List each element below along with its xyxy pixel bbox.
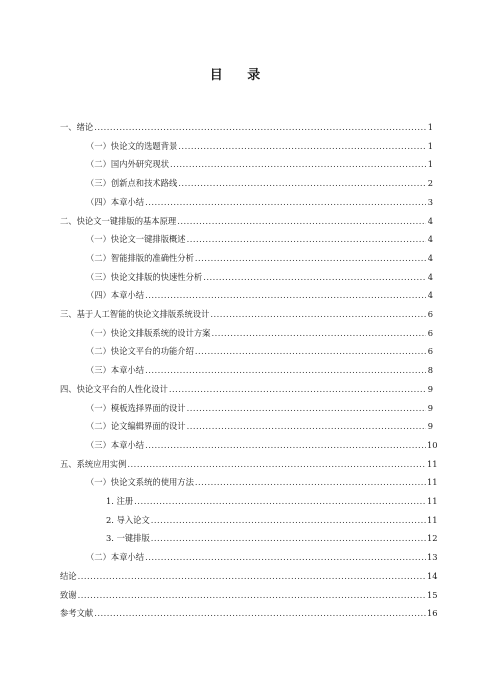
toc-page-number: 6 [427,346,433,357]
toc-page-number: 3 [427,196,433,207]
toc-entry[interactable] [0,363,480,377]
toc-dot-leader [195,251,426,265]
toc-entry-number: 2. [106,514,117,525]
toc-entry-label: 快论文平台的功能介绍 [110,346,194,357]
toc-entry[interactable] [0,513,480,527]
toc-entry-label: 快论文一键排版的基本原理 [76,215,177,226]
toc-entry-number: 五、 [60,458,77,469]
toc-entry-label: 快论文的选题背景 [110,140,178,151]
toc-page-number: 4 [427,252,433,263]
toc-page-number: 4 [427,271,433,282]
toc-dot-leader [177,214,426,228]
toc-entry-number: （二） [86,252,111,263]
toc-entry-number: （四） [86,290,111,301]
toc-entry-label: 导入论文 [116,514,150,525]
toc-title: 目 录 [209,68,271,83]
toc-page-number: 11 [427,477,438,488]
toc-entry[interactable] [0,195,480,209]
toc-entry-number: 3. [106,533,117,544]
toc-entry[interactable] [0,494,480,508]
toc-entry-label: 快论文系统的使用方法 [110,477,194,488]
toc-entry-label: 创新点和技术路线 [110,178,178,189]
toc-dot-leader [187,401,426,415]
toc-entry[interactable] [0,550,480,564]
toc-entry-label: 本章小结 [110,365,145,376]
toc-entry[interactable] [0,214,480,228]
toc-page-number: 6 [427,327,433,338]
toc-entry[interactable] [0,251,480,265]
toc-page-number: 8 [427,365,433,376]
toc-page-number: 4 [427,234,433,245]
toc-entry[interactable] [0,569,480,583]
toc-entry-label: 快论文平台的人性化设计 [76,383,168,394]
toc-dot-leader [151,531,426,545]
toc-entry-number: （三） [86,365,111,376]
toc-dot-leader [195,344,426,358]
toc-dot-leader [187,232,426,246]
toc-dot-leader [195,475,426,489]
toc-page-number: 6 [427,309,433,319]
toc-entry[interactable] [0,326,480,340]
toc-entry[interactable] [0,270,480,284]
toc-entry-label: 国内外研究现状 [110,159,169,170]
toc-entry-number: 一、 [60,122,77,132]
toc-page-number: 1 [427,122,433,132]
toc-entry[interactable] [0,157,480,171]
toc-page-number: 10 [427,439,438,450]
toc-page-number: 9 [427,383,433,394]
toc-dot-leader [145,438,426,452]
toc-entry[interactable] [0,475,480,489]
toc-dot-leader [94,120,426,134]
toc-entry-label: 快论文排版系统的设计方案 [110,327,211,338]
toc-entry-label: 本章小结 [110,290,145,301]
toc-page-number: 1 [427,140,433,151]
toc-entry[interactable] [0,232,480,246]
toc-dot-leader [203,270,426,284]
toc-entry-label: 本章小结 [110,439,145,450]
toc-dot-leader [145,550,426,564]
toc-page-number: 4 [427,290,433,301]
toc-entry-label: 基于人工智能的快论文排版系统设计 [76,309,210,319]
toc-dot-leader [210,307,426,321]
toc-entry[interactable] [0,438,480,452]
toc-dot-leader [127,457,426,471]
toc-entry-label: 快论文一键排版概述 [110,234,186,245]
toc-entry-label: 注册 [116,496,134,506]
toc-page-number: 4 [427,215,433,226]
toc-dot-leader [145,195,426,209]
toc-entry-number: 三、 [60,309,77,319]
toc-entry-number: 四、 [60,383,77,394]
toc-dot-leader [151,513,426,527]
toc-page-number: 13 [427,552,438,563]
toc-page-number: 11 [427,458,438,469]
toc-dot-leader [178,139,426,153]
toc-entry-label: 智能排版的准确性分析 [110,252,194,263]
toc-page-number: 9 [427,402,433,413]
toc-entry-number: 1. [106,496,117,506]
toc-dot-leader [187,419,426,433]
toc-entry[interactable] [0,120,480,134]
toc-entry[interactable] [0,606,480,620]
toc-entry-number: （二） [86,552,111,563]
toc-entry-label: 本章小结 [110,196,145,207]
toc-entry[interactable] [0,382,480,396]
toc-dot-leader [78,569,426,583]
toc-entry-number: （一） [86,234,111,245]
toc-page-number: 1 [427,159,433,170]
toc-dot-leader [78,588,426,602]
toc-entry-label: 论文编辑界面的设计 [110,421,186,432]
toc-entry-label: 本章小结 [110,552,145,563]
toc-entry-number: （三） [86,439,111,450]
toc-entry-number: （一） [86,477,111,488]
toc-dot-leader [145,288,426,302]
toc-entry-label: 一键排版 [116,533,150,544]
toc-entry[interactable] [0,588,480,602]
toc-entry-label: 系统应用实例 [76,458,127,469]
toc-page-number: 9 [427,421,433,432]
toc-dot-leader [169,382,426,396]
toc-dot-leader [134,494,426,508]
toc-entry-number: （三） [86,271,111,282]
toc-entry-number: （一） [86,327,111,338]
toc-entry[interactable] [0,176,480,190]
toc-page-number: 15 [427,589,438,600]
toc-entry-number: 二、 [60,215,77,226]
toc-page-number: 11 [427,496,438,506]
toc-entry-label: 致谢 [60,589,77,600]
toc-entry-number: （三） [86,178,111,189]
toc-page-number: 12 [427,533,438,544]
toc-entry[interactable] [0,419,480,433]
toc-page-number: 14 [427,570,438,581]
toc-dot-leader [145,363,426,377]
toc-entry[interactable] [0,531,480,545]
toc-dot-leader [170,157,426,171]
toc-entry-number: （二） [86,159,111,170]
toc-entry[interactable] [0,344,480,358]
toc-entry-label: 模板选择界面的设计 [110,402,186,413]
toc-entry-label: 参考文献 [60,608,94,619]
toc-entry[interactable] [0,288,480,302]
toc-entry-number: （四） [86,196,111,207]
toc-entry-number: （二） [86,421,111,432]
toc-entry-number: （一） [86,140,111,151]
toc-dot-leader [94,606,426,620]
toc-entry[interactable] [0,401,480,415]
toc-dot-leader [178,176,426,190]
toc-entry[interactable] [0,139,480,153]
toc-entry[interactable] [0,307,480,321]
toc-entry-number: （二） [86,346,111,357]
toc-page-number: 2 [427,178,433,189]
toc-page-number: 11 [427,514,438,525]
toc-entry-label: 绪论 [76,122,94,132]
toc-entry[interactable] [0,457,480,471]
toc-dot-leader [211,326,426,340]
toc-page-number: 16 [427,608,438,619]
toc-entry-number: （一） [86,402,111,413]
toc-entry-label: 结论 [60,570,77,581]
toc-entry-label: 快论文排版的快速性分析 [110,271,203,282]
